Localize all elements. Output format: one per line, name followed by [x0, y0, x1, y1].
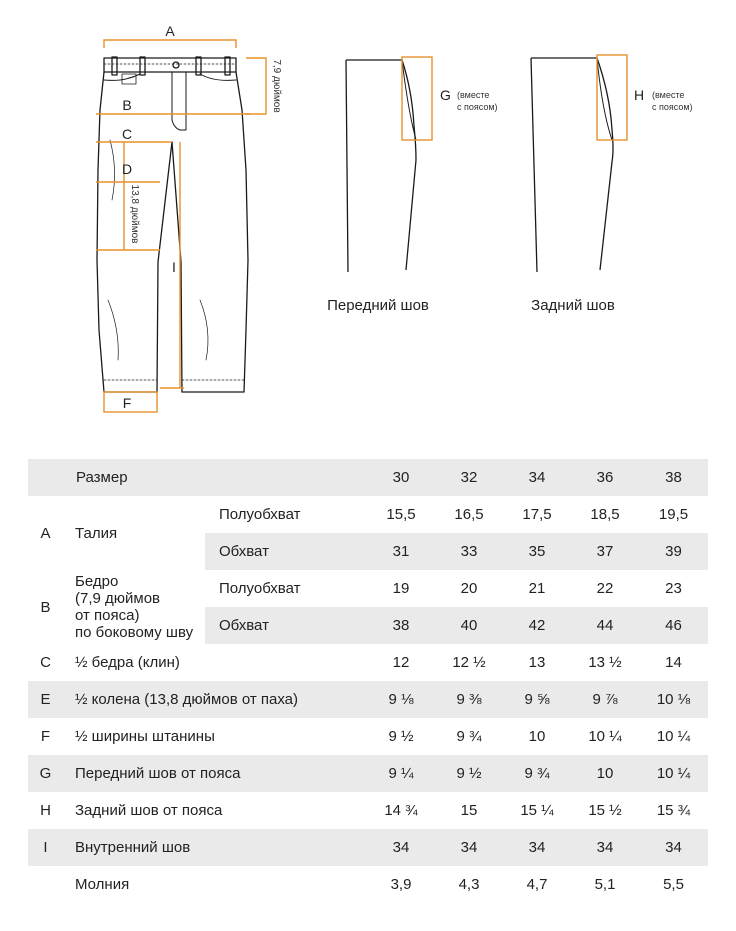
- table-cell: 39: [639, 533, 708, 570]
- g-note-line2: с поясом): [457, 102, 498, 112]
- table-cell: 15 ¾: [656, 802, 691, 819]
- table-cell: 9 ½: [435, 755, 503, 792]
- label-g: G: [440, 87, 451, 103]
- table-cell: 34: [503, 829, 571, 866]
- g-note-line1: (вместе: [457, 90, 490, 100]
- table-cell: 18,5: [590, 506, 620, 523]
- h-note-line1: (вместе: [652, 90, 685, 100]
- table-cell: 15,5: [386, 506, 416, 523]
- table-cell: 5,1: [594, 876, 616, 893]
- table-cell: 19: [392, 580, 410, 597]
- table-cell: 5,5: [663, 876, 684, 893]
- table-cell: 10: [571, 755, 639, 792]
- table-cell: 19,5: [658, 506, 689, 523]
- row-sublabel: Обхват: [205, 607, 367, 644]
- table-cell: 22: [596, 580, 614, 597]
- table-cell: 42: [503, 607, 571, 644]
- table-cell: 21: [528, 580, 546, 597]
- size-col: 32: [435, 459, 503, 496]
- row-label: Внутренний шов: [63, 829, 367, 866]
- table-cell: 9 ⅛: [367, 681, 435, 718]
- table-cell: 4,7: [526, 876, 548, 893]
- table-cell: 13 ½: [588, 654, 622, 671]
- size-table: [28, 459, 708, 903]
- table-cell: 31: [367, 533, 435, 570]
- jeans-drawing: [97, 57, 248, 392]
- row-label-line: (7,9 дюймов: [75, 590, 161, 607]
- table-cell: 13: [528, 654, 546, 671]
- size-header-row: [28, 459, 708, 496]
- label-a: A: [165, 23, 175, 39]
- table-cell: 3,9: [390, 876, 412, 893]
- table-cell: 9 ¾: [456, 728, 482, 745]
- table-cell: 15: [460, 802, 478, 819]
- table-cell: 34: [435, 829, 503, 866]
- measurement-lines: [96, 40, 266, 412]
- row-label: ½ ширины штанины: [75, 728, 215, 745]
- label-h: H: [634, 87, 645, 103]
- row-label: Задний шов от пояса: [75, 802, 223, 819]
- table-cell: 20: [460, 580, 478, 597]
- row-code: [28, 866, 63, 903]
- table-cell: 16,5: [454, 506, 484, 523]
- row-sublabel: Полуобхват: [219, 580, 301, 597]
- table-cell: 10 ¼: [639, 755, 708, 792]
- back-rise-caption: Задний шов: [531, 297, 615, 314]
- h-note-line2: с поясом): [652, 102, 693, 112]
- size-col: 36: [571, 459, 639, 496]
- row-code: A: [40, 524, 51, 542]
- table-cell: 10 ¼: [588, 728, 622, 745]
- table-cell: 33: [435, 533, 503, 570]
- table-cell: 17,5: [522, 506, 552, 523]
- table-cell: 23: [665, 580, 682, 597]
- row-sublabel: Полуобхват: [219, 506, 301, 523]
- table-cell: 35: [503, 533, 571, 570]
- table-cell: 40: [435, 607, 503, 644]
- table-cell: 12: [392, 654, 410, 671]
- row-label-line: Бедро: [75, 573, 119, 590]
- table-row: [28, 755, 708, 792]
- label-i: I: [172, 259, 176, 275]
- table-cell: 15 ½: [588, 802, 622, 819]
- row-sublabel: Обхват: [205, 533, 367, 570]
- table-cell: 9 ½: [388, 728, 414, 745]
- table-cell: 10: [528, 728, 546, 745]
- size-col: 34: [503, 459, 571, 496]
- front-rise-bracket: [402, 57, 432, 140]
- table-cell: 34: [367, 829, 435, 866]
- table-cell: 34: [571, 829, 639, 866]
- row-code: H: [40, 802, 51, 819]
- row-code: C: [40, 654, 51, 671]
- label-b: B: [122, 97, 132, 113]
- row-code: B: [40, 598, 51, 616]
- row-code: F: [40, 728, 51, 745]
- row-label-line: от пояса): [75, 607, 140, 624]
- table-cell: 44: [571, 607, 639, 644]
- row-code: I: [28, 829, 63, 866]
- table-cell: 10 ¼: [656, 728, 691, 745]
- rise-note: 7,9 дюймов: [271, 59, 282, 113]
- front-rise-caption: Передний шов: [327, 297, 429, 314]
- measurement-diagram: [0, 0, 736, 440]
- label-f: F: [122, 395, 132, 411]
- table-row: [28, 866, 708, 903]
- table-cell: 38: [367, 607, 435, 644]
- table-row: [28, 718, 708, 755]
- back-rise-drawing: [531, 58, 613, 272]
- size-col: 30: [367, 459, 435, 496]
- label-c: C: [121, 126, 133, 142]
- table-cell: 9 ¾: [503, 755, 571, 792]
- row-code: E: [28, 681, 63, 718]
- table-row: [28, 681, 708, 718]
- table-cell: 4,3: [458, 876, 480, 893]
- table-cell: 37: [571, 533, 639, 570]
- size-col: 38: [639, 459, 708, 496]
- table-cell: 9 ⅞: [571, 681, 639, 718]
- table-cell: 14: [665, 654, 682, 671]
- table-row: [28, 644, 708, 681]
- table-row: [28, 570, 708, 607]
- row-label: [63, 570, 205, 644]
- table-cell: 9 ⅝: [503, 681, 571, 718]
- table-row: [28, 792, 708, 829]
- row-label: Талия: [75, 524, 118, 542]
- row-code: G: [28, 755, 63, 792]
- table-row: [28, 829, 708, 866]
- table-cell: 46: [639, 607, 708, 644]
- row-label: Передний шов от пояса: [63, 755, 367, 792]
- row-label: ½ бедра (клин): [75, 654, 180, 671]
- knee-note: 13,8 дюймов: [129, 184, 140, 244]
- table-cell: 9 ⅜: [435, 681, 503, 718]
- size-header-label: Размер: [28, 459, 367, 496]
- row-label-line: по боковому шву: [75, 624, 194, 641]
- table-cell: 15 ¼: [520, 802, 554, 819]
- table-cell: 9 ¼: [367, 755, 435, 792]
- label-d: D: [121, 161, 133, 177]
- table-cell: 10 ⅛: [639, 681, 708, 718]
- table-row: [28, 496, 708, 533]
- row-label: ½ колена (13,8 дюймов от паха): [63, 681, 367, 718]
- table-cell: 12 ½: [452, 654, 486, 671]
- table-cell: 34: [639, 829, 708, 866]
- table-cell: 14 ¾: [384, 802, 418, 819]
- front-rise-drawing: [346, 60, 416, 272]
- row-label: Молния: [75, 876, 130, 893]
